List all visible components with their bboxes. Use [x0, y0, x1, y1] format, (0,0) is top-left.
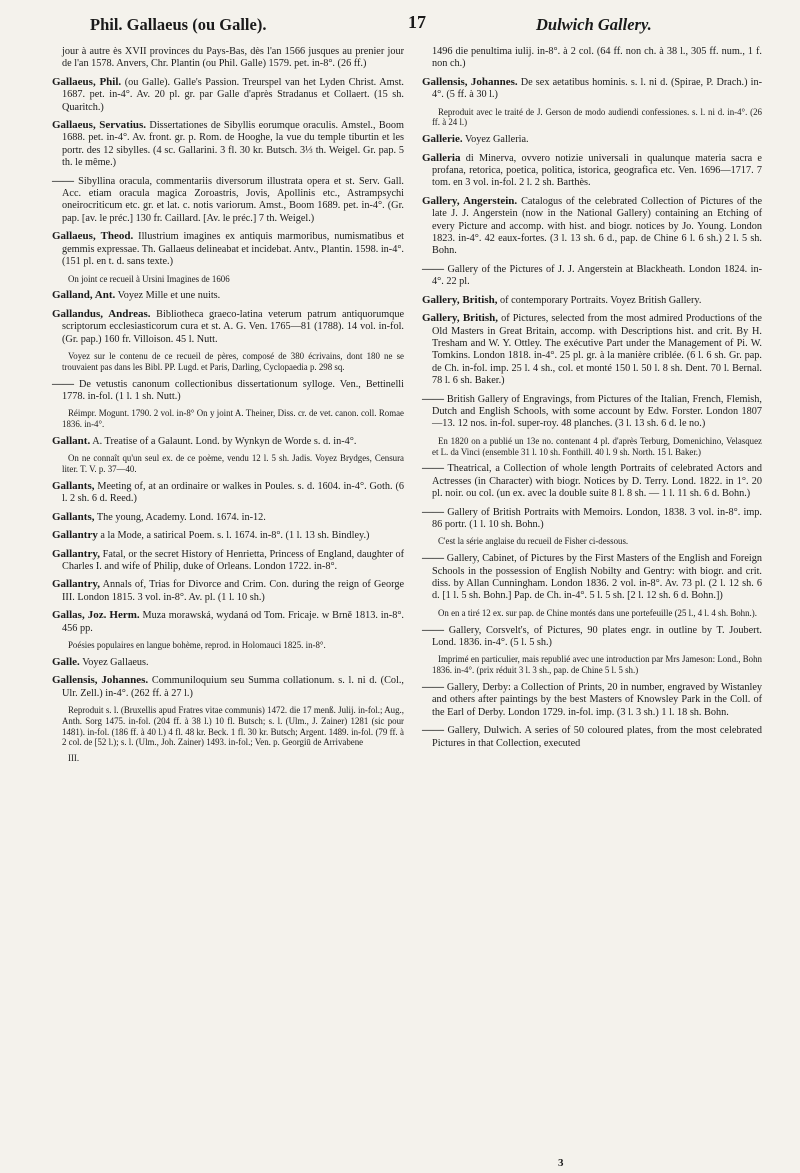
entry-headword: ——: [422, 462, 444, 475]
left-entry: [52, 548, 404, 574]
entry-headword: Gallant.: [52, 434, 91, 447]
entry-text: of Pictures, selected from the most admired Productions of the Old Masters in Great Britain, accomp. with Descriptions hist. and crit. By H. Tresham and W. Y. Ottley. The exécutive Part under the Management of Pi. W. Tomkins. London 1818. in-4°. 25 pl. gr. à la manière criblée. (6 l. 6 sh. Gr. pap. de Ch. in-fol. imp. 25 l. 4 sh., col. et monté 150 l. 50 l. 8 sh. Dent. 70 l. Bernal. 78 l. 6 sh. Baker.): [432, 313, 762, 387]
left-note: [52, 453, 404, 475]
left-note: [52, 351, 404, 373]
entry-headword: Gallaeus, Theod.: [52, 230, 134, 243]
right-entry: [422, 133, 762, 146]
entry-text: Gallery, Cabinet, of Pictures by the First Masters of the English and Foreign Schools in the possession of English Nobilty and Gentry: with biogr. and crit. diss. by Allan Cunningham. London 1836. 2 vol. in-8°. Av. 73 pl. (2 l. 12 sh. 6 d. [1 l. 5 sh. Bohn.] Pap. de Ch. in-4°. 5 l. 5 sh. [2 l. 12 sh. 6 d. Bohn.]): [432, 553, 762, 602]
right-entry: [422, 552, 762, 603]
running-header: [52, 12, 762, 38]
footer-page-number: 3: [558, 1157, 564, 1169]
entry-text: Catalogus of the celebrated Collection of Pictures of the late J. J. Angerstein (now in the National Gallery) containing an Etching of every Picture and accomp. with hist. and biogr. notices by Jo. Young. London 1823. in-4°. 42 eaux-fortes. (3 l. 13 sh. 6 d., pap. de Chine 6 l. 6 sh.) 2 l. 5 sh. Bohn.: [432, 195, 763, 257]
entry-headword: ——: [52, 174, 74, 187]
entry-text: jour à autre ès XVII provinces du Pays-Bas, dès l'an 1566 jusques au prenier jour de l'an 1578. Anvers, Chr. Plantin (ou Phil. Galle) 1579. pet. in-8°. (26 ff.): [62, 46, 404, 70]
entry-text: En 1820 on a publié un 13e no. contenant 4 pl. d'après Terburg, Domenichino, Velasquez et L. da Vinci (ensemble 31 l. 10 sh. Fonthill. 40 l. 9 sh. North. 15 l. Baker.): [432, 435, 762, 457]
right-entry: [422, 195, 762, 258]
left-note: [52, 640, 404, 651]
entry-text: Theatrical, a Collection of whole length Portraits of celebrated Actors and Actresses (in Character) with biogr. Notices by D. Terry. Lond. 1822. in 1°. 20 pl. noir. ou col. (un ex. avec la double suite 8 l. 8 sh. — 1 l. 11 sh. 6 d. Bohn.): [432, 463, 762, 500]
left-entry: [52, 289, 404, 302]
entry-text: Illustrium imagines ex antiquis marmoribus, numismatibus et gemmis expressae. Th. Gallaeus delineabat et incidebat. Antv., Plantin. 1598. in-4°. (151 pl. en t. d. sans texte.): [62, 231, 404, 268]
right-entry: [422, 312, 762, 387]
entry-text: Fatal, or the secret History of Henrietta, Princess of England, daughter of Charles I. and wife of Philip, duke of Orleans. London 1722. in-8°.: [62, 548, 404, 572]
right-entry: [422, 263, 762, 289]
entry-headword: Gallantry: [52, 529, 98, 542]
left-entry: [52, 529, 404, 542]
left-entry: [52, 46, 404, 71]
entry-headword: ——: [422, 623, 444, 636]
left-entry: [52, 308, 404, 346]
entry-headword: Galle.: [52, 655, 80, 668]
left-entry: [52, 674, 404, 700]
entry-text: Voyez Gallaeus.: [79, 656, 149, 668]
left-entry: [52, 175, 404, 226]
entry-text: Imprimé en particulier, mais republié avec une introduction par Mrs Jameson: Lond., Bohn 1836. in-4°. (prix réduit 3 l. 3 sh., pap. de Chine 5 l. 5 sh.): [432, 654, 762, 676]
entry-headword: ——: [422, 392, 444, 405]
entry-text: Annals of, Trias for Divorce and Crim. Con. during the reign of George III. London 1815. 3 vol. in-8°. Av. pl. (1 l. 10 sh.): [62, 579, 404, 603]
entry-text: Bibliotheca graeco-latina veterum patrum antiquorumque scriptorum ecclesiasticorum cura et st. A. G. Ven. 1765—81 (1788). 14 vol. in-fol. (Gr. pap.) 160 fr. Villoison. 45 l. Nutt.: [62, 308, 404, 345]
right-column: [422, 46, 762, 769]
left-entry: [52, 511, 404, 524]
entry-text: De vetustis canonum collectionibus dissertationum sylloge. Ven., Bettinelli 1778. in-fol. (1 l. 1 sh. Nutt.): [62, 378, 404, 402]
right-note: [422, 608, 762, 619]
entry-headword: ——: [422, 552, 444, 565]
left-entry: [52, 609, 404, 635]
right-entry: [422, 152, 762, 190]
left-entry: [52, 119, 404, 170]
entry-text: British Gallery of Engravings, from Pictures of the Italian, French, Flemish, Dutch and English Schools, with some account by Edw. Forster. London 1807—13. 12 nos. in-fol. super-roy. 48 planches. (3 l. 13 sh. 6 d. le no.): [432, 393, 762, 430]
entry-text: Gallery, Corsvelt's, of Pictures, 90 plates engr. in outline by T. Joubert. Lond. 1836. in-4°. (5 l. 5 sh.): [432, 624, 762, 648]
header-right: Dulwich Gallery.: [536, 15, 652, 34]
right-entry: [422, 462, 762, 500]
left-note: [52, 408, 404, 430]
right-note: [422, 654, 762, 676]
entry-headword: Gallantry,: [52, 578, 100, 591]
entry-text: Gallery of British Portraits with Memoirs. London, 1838. 3 vol. in-8°. imp. 86 portr. (1 l. 10 sh. Bohn.): [432, 506, 762, 530]
entry-text: On en a tiré 12 ex. sur pap. de Chine montés dans une portefeuille (25 l., 4 l. 4 sh. Bohn.).: [438, 607, 757, 618]
entry-text: III.: [68, 753, 80, 764]
entry-headword: Galland, Ant.: [52, 289, 116, 302]
entry-text: Poésies populaires en langue bohème, reprod. in Holomauci 1825. in-8°.: [68, 639, 326, 650]
entry-text: Sibyllina oracula, commentariis diversorum illustrata opera et st. Serv. Gall. Acc. etiam oracula magica Zoroastris, Jovis, Apollinis etc., Astrampsychi oneirocriticum etc. gr. et lat. c. notis variorum. Amst., Boom 1689. pet. in-4°. (Gr. pap. [av. le préc.] 130 fr. Caillard. [Av. le préc.] 7 th. Weigel.): [62, 175, 404, 224]
entry-headword: ——: [422, 505, 444, 518]
entry-text: Gallery, Dulwich. A series of 50 coloured plates, from the most celebrated Pictures in that Collection, executed: [432, 725, 762, 749]
right-entry: [422, 294, 762, 307]
entry-headword: Gallensis, Johannes.: [422, 75, 518, 88]
entry-text: A. Treatise of a Galaunt. Lond. by Wynkyn de Worde s. d. in-4°.: [90, 435, 357, 447]
right-entry: [422, 46, 762, 71]
entry-headword: Gallery, British,: [422, 312, 498, 325]
entry-headword: ——: [52, 377, 74, 390]
entry-text: (ou Galle). Galle's Passion. Treurspel van het Lyden Christ. Amst. 1687. pet. in-4°. Av. 20 pl. gr. par Galle d'après Stradanus et Collaert. (15 sh. Quaritch.): [62, 76, 404, 113]
entry-text: Réimpr. Mogunt. 1790. 2 vol. in-8° On y joint A. Theiner, Diss. cr. de vet. canon. coll. Romae 1836. in-4°.: [62, 408, 404, 430]
entry-text: of contemporary Portraits. Voyez British Gallery.: [497, 294, 702, 306]
columns: [52, 46, 762, 769]
entry-headword: Gallery, British,: [422, 293, 498, 306]
left-entry: [52, 480, 404, 506]
entry-text: Voyez Mille et une nuits.: [115, 290, 221, 302]
entry-headword: Galleria: [422, 151, 461, 164]
entry-text: Communiloquium seu Summa collationum. s. l. ni d. (Col., Ulr. Zell.) in-4°. (262 ff. à 27 l.): [62, 675, 404, 699]
header-left: Phil. Gallaeus (ou Galle).: [90, 15, 267, 34]
entry-text: On ne connaît qu'un seul ex. de ce poème, vendu 12 l. 5 sh. Jadis. Voyez Brydges, Censura liter. T. V. p. 37—40.: [62, 453, 404, 475]
entry-headword: ——: [422, 724, 444, 737]
header-page-number: 17: [408, 12, 426, 32]
right-entry: [422, 506, 762, 532]
right-note: [422, 436, 762, 458]
entry-text: The young, Academy. Lond. 1674. in-12.: [94, 511, 266, 523]
left-column: [52, 46, 404, 769]
entry-text: Gallery of the Pictures of J. J. Angerstein at Blackheath. London 1824. in-4°. 22 pl.: [432, 263, 762, 288]
left-entry: [52, 435, 404, 448]
left-entry: [52, 578, 404, 604]
entry-text: Meeting of, at an ordinaire or walkes in Poules. s. d. 1604. in-4°. Goth. (6 l. 2 sh. 6 d. Reed.): [62, 480, 404, 505]
entry-headword: ——: [422, 681, 444, 693]
left-entry: [52, 378, 404, 404]
entry-text: Reproduit s. l. (Bruxellis apud Fratres vitae communis) 1472. die 17 menß. Julij. in-fol.; Aug., Anth. Sorg 1475. in-fol. (204 ff. à 38 l.) 10 fl. Butsch; s. l. (Ulm., J. Zainer) 1281 (sic pour 1481). in-fol. (186 ff. à 40 l.) 4 fl. 48 kr. Beck. 1 fl. 30 kr. Butsch; Argent. 1489. in-fol. (79 ff. à 2 col. de [52 l.); s. l. (Ulm., Joh. Zainer) 1493. in-fol.; Ven. p. Georgiū de Arrivabene: [62, 705, 404, 748]
entry-headword: Gallants,: [52, 479, 95, 492]
entry-text: Dissertationes de Sibyllis eorumque oraculis. Amstel., Boom 1688. pet. in-4°. Av. front. gr. p. Rom. de Hooghe, la vue du temple tiburtin et les portr. des 12 sibylles. (4 sc. Gallarini. 3 fl. 30 kr. Butsch. 3⅓ th. Weigel. Gr. pap. 5 th. le même.): [62, 120, 404, 169]
entry-headword: ——: [422, 262, 444, 275]
right-entry: [422, 681, 762, 719]
right-note: [422, 107, 762, 129]
entry-headword: Gallas, Joz. Herm.: [52, 609, 140, 622]
entry-text: di Minerva, ovvero notizie universali in qualunque materia sacra e profana, retorica, poetica, politica, istorica, geografica etc. Ven. 1696—1717. 7 tom. en 3 vol. in-fol. 2 l. 2 sh. Barthès.: [432, 152, 762, 189]
right-note: [422, 536, 762, 547]
entry-headword: Gallants,: [52, 510, 95, 523]
entry-text: a la Mode, a satirical Poem. s. l. 1674. in-8°. (1 l. 13 sh. Bindley.): [97, 530, 370, 542]
entry-text: C'est la série anglaise du recueil de Fisher ci-dessous.: [438, 536, 629, 547]
left-entry: [52, 76, 404, 114]
left-entry: [52, 230, 404, 268]
left-note: [52, 753, 404, 764]
right-entry: [422, 624, 762, 650]
right-entry: [422, 76, 762, 102]
entry-text: Muza morawská, wydaná od Tom. Fricaje. w Brně 1813. in-8°. 456 pp.: [62, 610, 404, 634]
entry-text: On joint ce recueil à Ursini Imagines de 1606: [68, 273, 230, 284]
entry-headword: Gallaeus, Phil.: [52, 75, 122, 88]
entry-headword: Gallaeus, Servatius.: [52, 119, 147, 132]
entry-text: De sex aetatibus hominis. s. l. ni d. (Spirae, P. Drach.) in-4°. (5 ff. à 30 l.): [432, 76, 762, 101]
entry-text: Voyez sur le contenu de ce recueil de pères, composé de 380 écrivains, dont 180 ne se trouvaient pas dans les Bibl. PP. Lugd. et Paris, Darling, Cyclopaedia p. 298 sq.: [62, 350, 404, 372]
entry-text: Gallery, Derby: a Collection of Prints, 20 in number, engraved by Wistanley and others after paintings by the best Masters of Knowsley Park in the Coll. of the Earl of Derby. London 1729. in-fol. imp. (3 l. 3 sh.) 1 l. 18 sh. Bohn.: [432, 682, 762, 718]
entry-headword: Gallensis, Johannes.: [52, 674, 149, 687]
left-note: [52, 705, 404, 748]
right-entry: [422, 393, 762, 431]
left-note: [52, 274, 404, 285]
entry-headword: Gallantry,: [52, 547, 100, 560]
right-entry: [422, 724, 762, 750]
entry-text: Voyez Galleria.: [462, 134, 529, 146]
left-entry: [52, 656, 404, 669]
entry-text: Reproduit avec le traité de J. Gerson de modo audiendi confessiones. s. l. ni d. in-4°. (26 ff. à 24 l.): [432, 106, 762, 128]
entry-headword: Gallandus, Andreas.: [52, 307, 151, 320]
entry-headword: Gallerie.: [422, 133, 463, 146]
entry-headword: Gallery, Angerstein.: [422, 194, 518, 207]
entry-text: 1496 die penultima iulij. in-8°. à 2 col. (64 ff. non ch. à 38 l., 305 ff. num., 1 f. non ch.): [432, 46, 762, 70]
